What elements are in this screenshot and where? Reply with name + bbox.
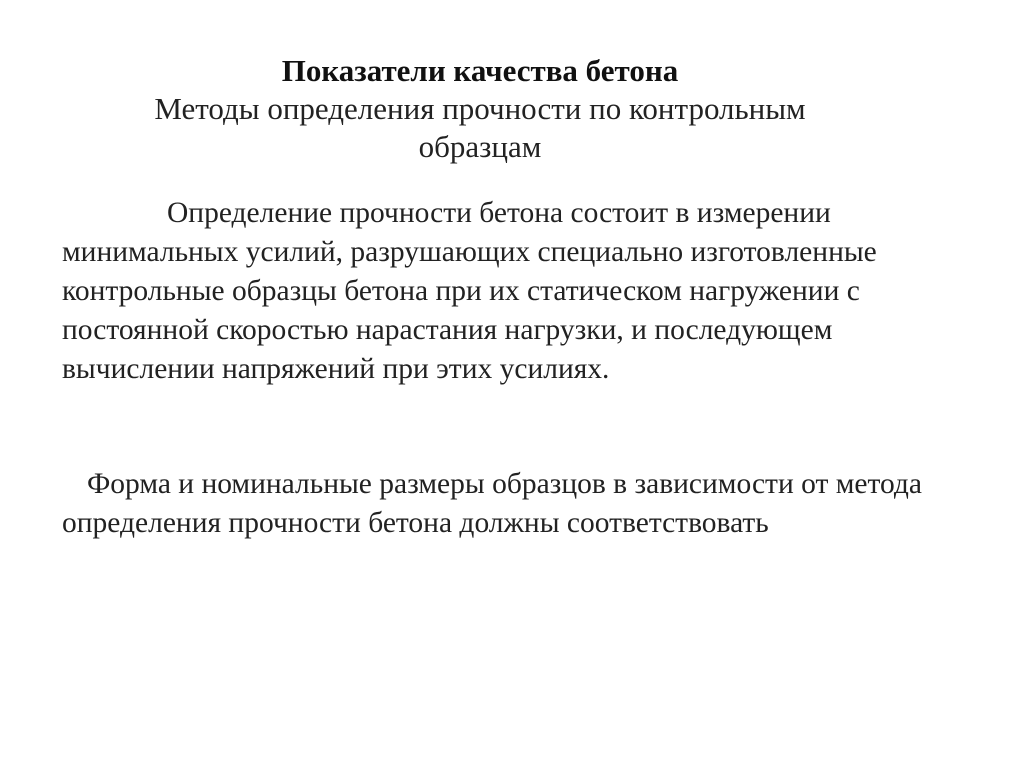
paragraph-line: постоянной скоростью нарастания нагрузки, и последующем [62,314,833,346]
paragraph-line: Определение прочности бетона состоит в измерении [167,197,831,229]
slide-subtitle [100,90,860,166]
paragraph-line: вычислении напряжений при этих усилиях. [62,353,610,385]
slide-title: Показатели качества бетона [281,53,679,88]
subtitle-line: Методы определения прочности по контрольным [154,91,806,126]
paragraph-line: минимальных усилий, разрушающих специально изготовленные [62,236,877,268]
paragraph-line: определения прочности бетона должны соответствовать [62,507,769,539]
paragraph-line: Форма и номинальные размеры образцов в зависимости от метода [87,468,923,500]
paragraph-sample-shape [62,465,922,543]
paragraph-line: контрольные образцы бетона при их статическом нагружении с [62,275,860,307]
paragraph-definition [62,194,877,389]
subtitle-line: образцам [418,129,542,164]
title-block [100,52,860,166]
